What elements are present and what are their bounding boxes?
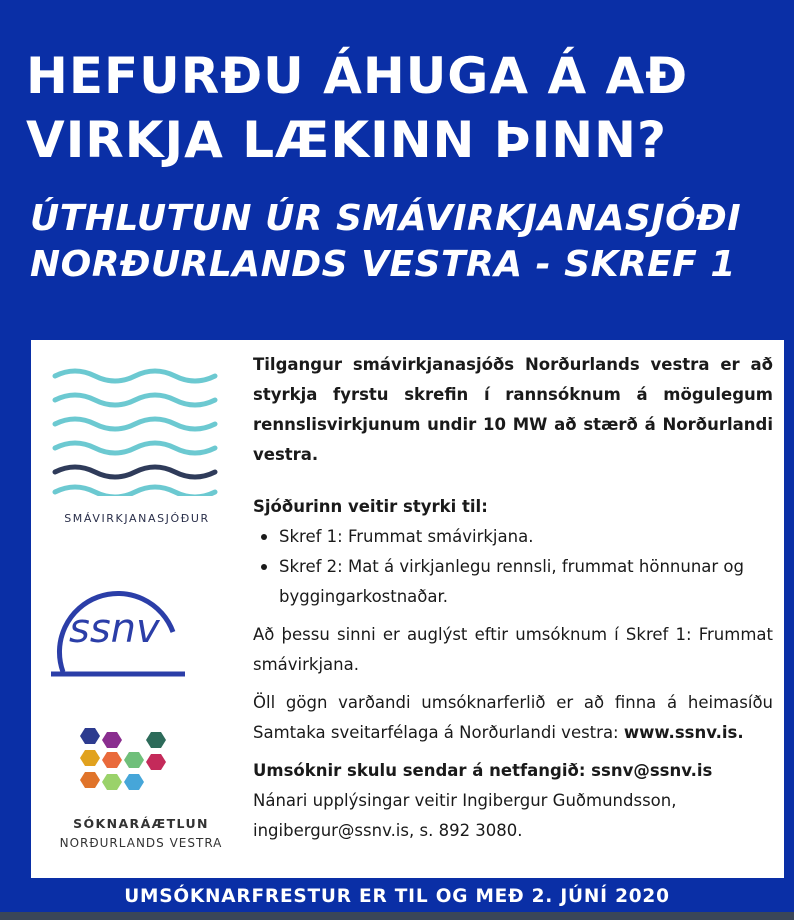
text-column bbox=[253, 350, 773, 846]
deadline-banner: UMSÓKNARFRESTUR ER TIL OG MEÐ 2. JÚNÍ 2020 bbox=[124, 886, 670, 907]
headline-line-1: HEFURÐU ÁHUGA Á AÐ bbox=[26, 47, 689, 105]
subheadline-line-2: NORÐURLANDS VESTRA - SKREF 1 bbox=[30, 244, 736, 285]
advertised-paragraph: Að þessu sinni er auglýst eftir umsóknum í Skref 1: Frummat smávirkjana. bbox=[253, 625, 773, 674]
documents-text: Öll gögn varðandi umsóknarferlið er að finna á heimasíðu Samtaka sveitarfélaga á Norðurlandi vestra: bbox=[253, 693, 773, 742]
ssnv-logo-text: ssnv bbox=[69, 606, 160, 652]
subheadline bbox=[30, 196, 790, 288]
documents-paragraph bbox=[253, 688, 773, 748]
steps-list bbox=[253, 522, 773, 612]
soknaraaetlun-hexagon-logo bbox=[71, 726, 191, 806]
headline-line-2: VIRKJA LÆKINN ÞINN? bbox=[26, 111, 667, 169]
ssnv-logo bbox=[45, 562, 185, 690]
smavirkjanasjodur-waves-logo bbox=[51, 366, 221, 496]
subheadline-line-1: ÚTHLUTUN ÚR SMÁVIRKJANASJÓÐI bbox=[30, 198, 742, 239]
content-panel bbox=[31, 340, 784, 878]
website-link[interactable]: www.ssnv.is. bbox=[623, 723, 744, 742]
info-line-2: ingibergur@ssnv.is, s. 892 3080. bbox=[253, 821, 523, 840]
list-item: Skref 1: Frummat smávirkjana. bbox=[253, 522, 773, 552]
soknaraaetlun-subtitle: NORÐURLANDS VESTRA bbox=[59, 836, 223, 850]
bottom-photo-strip bbox=[0, 912, 794, 920]
grants-title: Sjóðurinn veitir styrki til: bbox=[253, 497, 488, 516]
smavirkjanasjodur-label: SMÁVIRKJANASJÓÐUR bbox=[64, 512, 210, 525]
info-paragraph bbox=[253, 786, 773, 846]
list-item: Skref 2: Mat á virkjanlegu rennsli, frummat hönnunar og byggingarkostnaðar. bbox=[253, 552, 773, 612]
intro-paragraph: Tilgangur smávirkjanasjóðs Norðurlands vestra er að styrkja fyrstu skrefin í rannsóknum á mögulegum rennslisvirkjunum undir 10 MW að stærð á Norðurlandi vestra. bbox=[253, 355, 773, 464]
apply-instructions: Umsóknir skulu sendar á netfangið: ssnv@ssnv.is bbox=[253, 761, 713, 780]
logo-column bbox=[31, 340, 246, 878]
info-line-1: Nánari upplýsingar veitir Ingibergur Guðmundsson, bbox=[253, 791, 677, 810]
headline bbox=[26, 44, 786, 172]
soknaraaetlun-title: SÓKNARÁÆTLUN bbox=[73, 816, 209, 831]
